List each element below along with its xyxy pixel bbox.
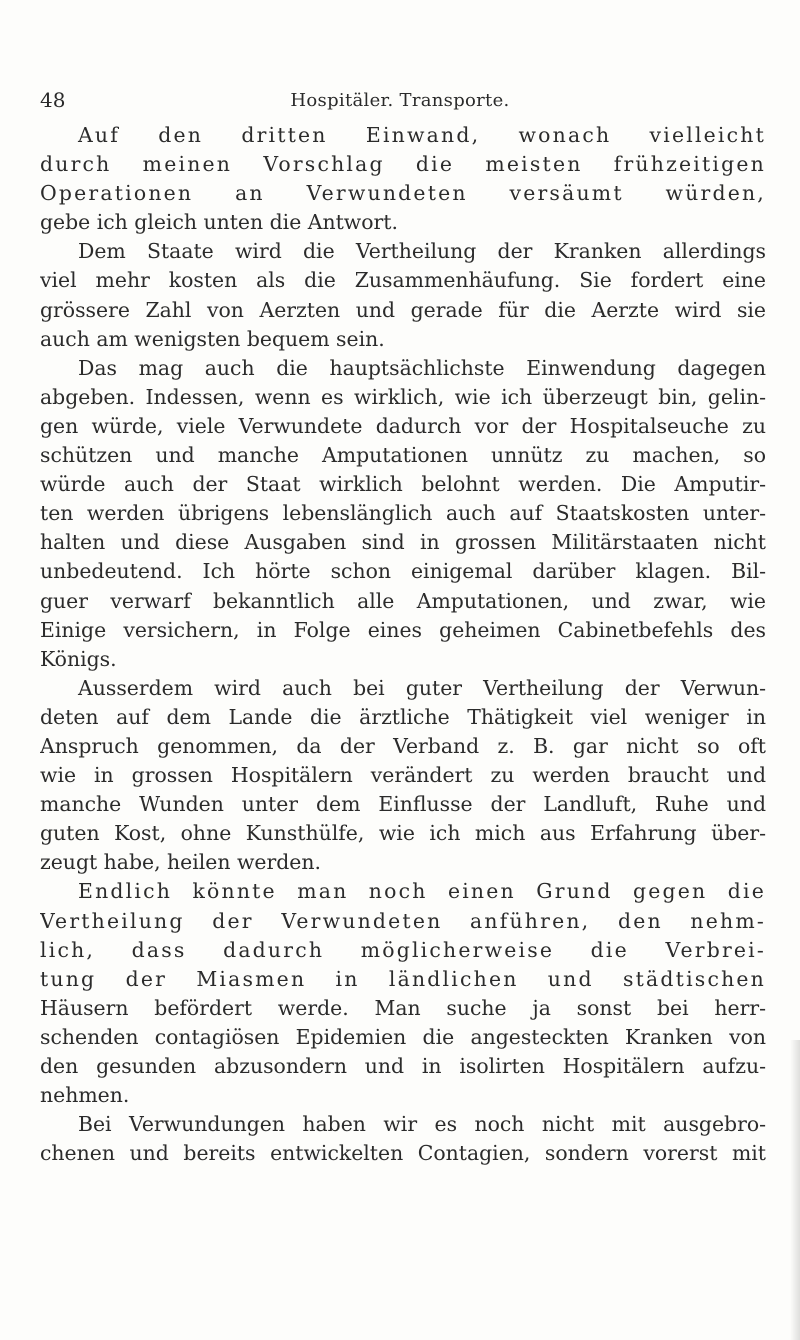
text-line: abgeben. Indessen, wenn es wirklich, wie ich überzeugt bin, gelin- (40, 384, 766, 409)
text-line: zeugt habe, heilen werden. (40, 850, 321, 875)
page-number: 48 (40, 88, 66, 112)
text-line: chenen und bereits entwickelten Contagien, sondern vorerst mit (40, 1141, 766, 1166)
text-line: schenden contagiösen Epidemien die angesteckten Kranken von (40, 1024, 766, 1049)
text-line: tung der Miasmen in ländlichen und städtischen (40, 966, 766, 991)
text-line: gen würde, viele Verwundete dadurch vor der Hospitalseuche zu (40, 413, 766, 438)
running-title: Hospitäler. Transporte. (290, 90, 510, 111)
text-line: guten Kost, ohne Kunsthülfe, wie ich mich aus Erfahrung über- (40, 821, 766, 846)
text-line: guer verwarf bekanntlich alle Amputationen, und zwar, wie (40, 588, 766, 613)
text-line: Anspruch genommen, da der Verband z. B. gar nicht so oft (40, 733, 766, 758)
text-line: manche Wunden unter dem Einflusse der Landluft, Ruhe und (40, 792, 766, 817)
text-line: durch meinen Vorschlag die meisten frühzeitigen (40, 152, 766, 177)
text-line: Das mag auch die hauptsächlichste Einwendung dagegen (78, 355, 766, 380)
text-line: würde auch der Staat wirklich belohnt werden. Die Amputir- (40, 472, 766, 497)
text-line: den gesunden abzusondern und in isolirten Hospitälern aufzu- (40, 1054, 766, 1078)
text-line: Endlich könnte man noch einen Grund gegen die (78, 879, 766, 904)
text-line: Dem Staate wird die Vertheilung der Kranken allerdings (78, 239, 766, 264)
text-line: Häusern befördert werde. Man suche ja sonst bei herr- (40, 995, 766, 1020)
text-line: Vertheilung der Verwundeten anführen, den nehm- (40, 908, 766, 933)
body-text (40, 121, 766, 1168)
text-line: deten auf dem Lande die ärztliche Thätigkeit viel weniger in (40, 704, 766, 729)
page-header (0, 88, 800, 114)
text-line: Königs. (40, 646, 117, 671)
text-line: Einige versichern, in Folge eines geheimen Cabinetbefehls des (40, 617, 766, 642)
text-line: Bei Verwundungen haben wir es noch nicht mit ausgebro- (78, 1112, 766, 1137)
text-line: nehmen. (40, 1083, 130, 1108)
text-line: halten und diese Ausgaben sind in grossen Militärstaaten nicht (40, 530, 766, 555)
page-edge-shadow (790, 1040, 800, 1340)
text-line: Auf den dritten Einwand, wonach vielleicht (78, 123, 766, 147)
text-line: gebe ich gleich unten die Antwort. (40, 210, 398, 235)
text-line: Operationen an Verwundeten versäumt würden, (40, 181, 766, 206)
text-line: lich, dass dadurch möglicherweise die Verbrei- (40, 937, 766, 962)
text-line: unbedeutend. Ich hörte schon einigemal darüber klagen. Bil- (40, 559, 766, 584)
text-line: Ausserdem wird auch bei guter Vertheilung der Verwun- (78, 675, 766, 700)
text-line: schützen und manche Amputationen unnütz zu machen, so (40, 443, 766, 468)
text-line: viel mehr kosten als die Zusammenhäufung. Sie fordert eine (40, 268, 766, 293)
text-line: grössere Zahl von Aerzten und gerade für die Aerzte wird sie (40, 297, 766, 322)
text-line: ten werden übrigens lebenslänglich auch auf Staatskosten unter- (40, 501, 766, 526)
text-line: auch am wenigsten bequem sein. (40, 326, 385, 351)
text-line: wie in grossen Hospitälern verändert zu werden braucht und (40, 763, 766, 788)
